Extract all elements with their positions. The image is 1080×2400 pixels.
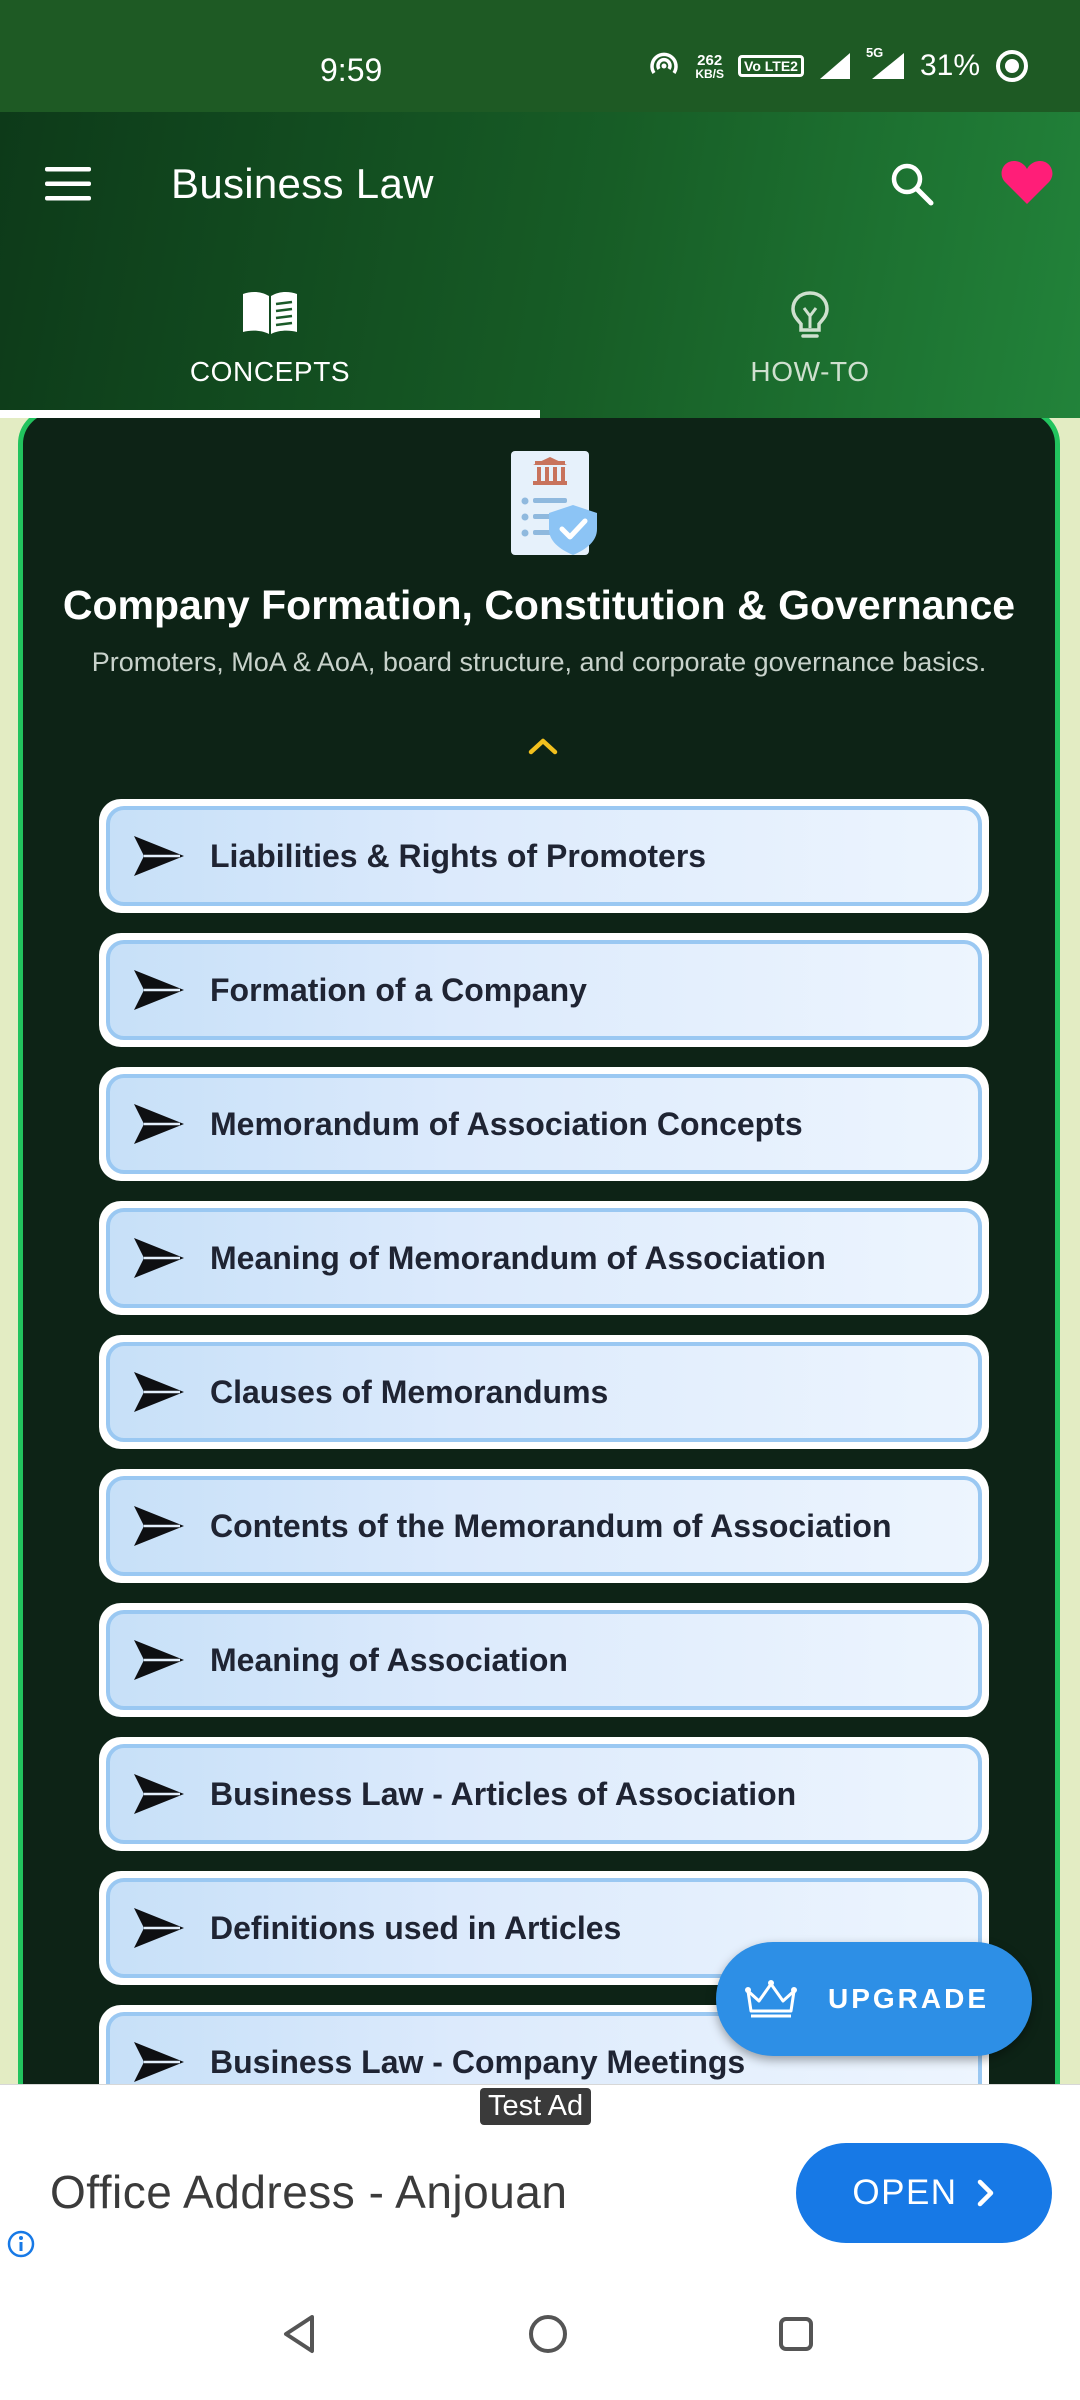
topic-label: Meaning of Association [210, 1641, 568, 1678]
send-arrow-icon [130, 1904, 188, 1952]
nav-recents-button[interactable] [760, 2298, 832, 2370]
network-type: 5G [865, 45, 884, 60]
lightbulb-icon [790, 290, 830, 340]
topic-item-inner [106, 940, 982, 1040]
battery-percent: 31% [919, 49, 980, 82]
topic-label: Business Law - Company Meetings [210, 2043, 746, 2080]
upgrade-button[interactable] [716, 1942, 1032, 2056]
home-circle-icon [526, 2312, 570, 2356]
tab-indicator [0, 410, 540, 418]
book-open-icon [241, 290, 299, 336]
network-speed-unit: KB/S [695, 66, 725, 81]
send-arrow-icon [130, 966, 188, 1014]
topic-label: Formation of a Company [210, 971, 587, 1008]
nav-back-button[interactable] [264, 2298, 336, 2370]
topic-label: Memorandum of Association Concepts [210, 1105, 803, 1142]
volte-badge: Vo LTE2 [738, 55, 804, 77]
topic-list [99, 799, 989, 2084]
topic-item-inner [106, 1074, 982, 1174]
tab-howto-label: HOW-TO [750, 356, 870, 387]
topic-label: Clauses of Memorandums [210, 1373, 609, 1410]
content-area[interactable] [0, 418, 1080, 2084]
tab-concepts-label: CONCEPTS [189, 356, 351, 387]
tab-howto[interactable] [540, 272, 1080, 418]
topic-item-inner [106, 1342, 982, 1442]
ad-open-label: OPEN [852, 2173, 958, 2212]
chevron-up-icon [525, 735, 561, 757]
upgrade-label: UPGRADE [828, 1983, 990, 2014]
network-speed-value: 262 [697, 51, 723, 69]
chevron-right-icon [976, 2178, 996, 2208]
topic-item-moa-concepts[interactable] [99, 1067, 989, 1181]
ad-open-button[interactable] [796, 2143, 1052, 2243]
app-bar [0, 112, 1080, 418]
search-button[interactable] [880, 152, 944, 216]
nav-home-button[interactable] [512, 2298, 584, 2370]
topic-item-liabilities-rights-promoters[interactable] [99, 799, 989, 913]
app-title: Business Law [171, 160, 434, 207]
category-description: Promoters, MoA & AoA, board structure, and corporate governance basics. [91, 647, 987, 677]
heart-icon [1001, 160, 1053, 206]
tab-concepts[interactable] [0, 272, 540, 418]
topic-item-clauses-of-memorandums[interactable] [99, 1335, 989, 1449]
topic-item-meaning-of-moa[interactable] [99, 1201, 989, 1315]
status-time: 9:59 [320, 52, 383, 88]
favorite-button[interactable] [992, 148, 1062, 218]
hamburger-menu-icon [45, 167, 91, 201]
hotspot-icon [647, 51, 681, 81]
recents-square-icon [776, 2314, 816, 2354]
topic-item-inner [106, 1208, 982, 1308]
topic-label: Definitions used in Articles [210, 1909, 622, 1946]
topic-item-inner [106, 1476, 982, 1576]
topic-item-inner [106, 806, 982, 906]
send-arrow-icon [130, 1770, 188, 1818]
topic-item-inner [106, 1744, 982, 1844]
send-arrow-icon [130, 1368, 188, 1416]
battery-saver-icon [994, 48, 1030, 84]
send-arrow-icon [130, 1636, 188, 1684]
back-triangle-icon [280, 2313, 320, 2355]
signal-icon [818, 51, 852, 81]
status-bar [0, 0, 1080, 112]
menu-button[interactable] [40, 156, 96, 212]
topic-label: Contents of the Memorandum of Association [210, 1507, 892, 1544]
tab-howto-icon-wrap [790, 290, 830, 345]
send-arrow-icon [130, 1234, 188, 1282]
topic-label: Liabilities & Rights of Promoters [210, 837, 707, 874]
topic-label: Meaning of Memorandum of Association [210, 1239, 826, 1276]
topic-item-inner [106, 1610, 982, 1710]
network-speed [695, 53, 724, 80]
ad-info-icon[interactable] [6, 2229, 36, 2259]
ad-test-tag: Test Ad [480, 2088, 591, 2125]
system-nav-bar [0, 2270, 1080, 2400]
tab-concepts-icon-wrap [241, 290, 299, 341]
send-arrow-icon [130, 832, 188, 880]
status-icons [647, 45, 1030, 84]
category-icon-wrap [493, 441, 603, 566]
collapse-button[interactable] [525, 735, 561, 762]
topic-item-contents-of-moa[interactable] [99, 1469, 989, 1583]
category-title: Company Formation, Constitution & Governance [62, 582, 1016, 628]
signal-5g [865, 45, 906, 81]
ad-headline[interactable]: Office Address - Anjouan [50, 2166, 568, 2218]
search-icon [890, 162, 934, 206]
send-arrow-icon [130, 2038, 188, 2084]
crown-icon [742, 1979, 800, 2019]
ad-banner[interactable] [0, 2084, 1080, 2270]
topic-item-meaning-of-association[interactable] [99, 1603, 989, 1717]
topic-item-formation-of-company[interactable] [99, 933, 989, 1047]
topic-item-articles-of-association[interactable] [99, 1737, 989, 1851]
send-arrow-icon [130, 1100, 188, 1148]
category-card [18, 418, 1060, 2084]
send-arrow-icon [130, 1502, 188, 1550]
document-shield-icon [493, 441, 603, 561]
topic-label: Business Law - Articles of Association [210, 1775, 797, 1812]
